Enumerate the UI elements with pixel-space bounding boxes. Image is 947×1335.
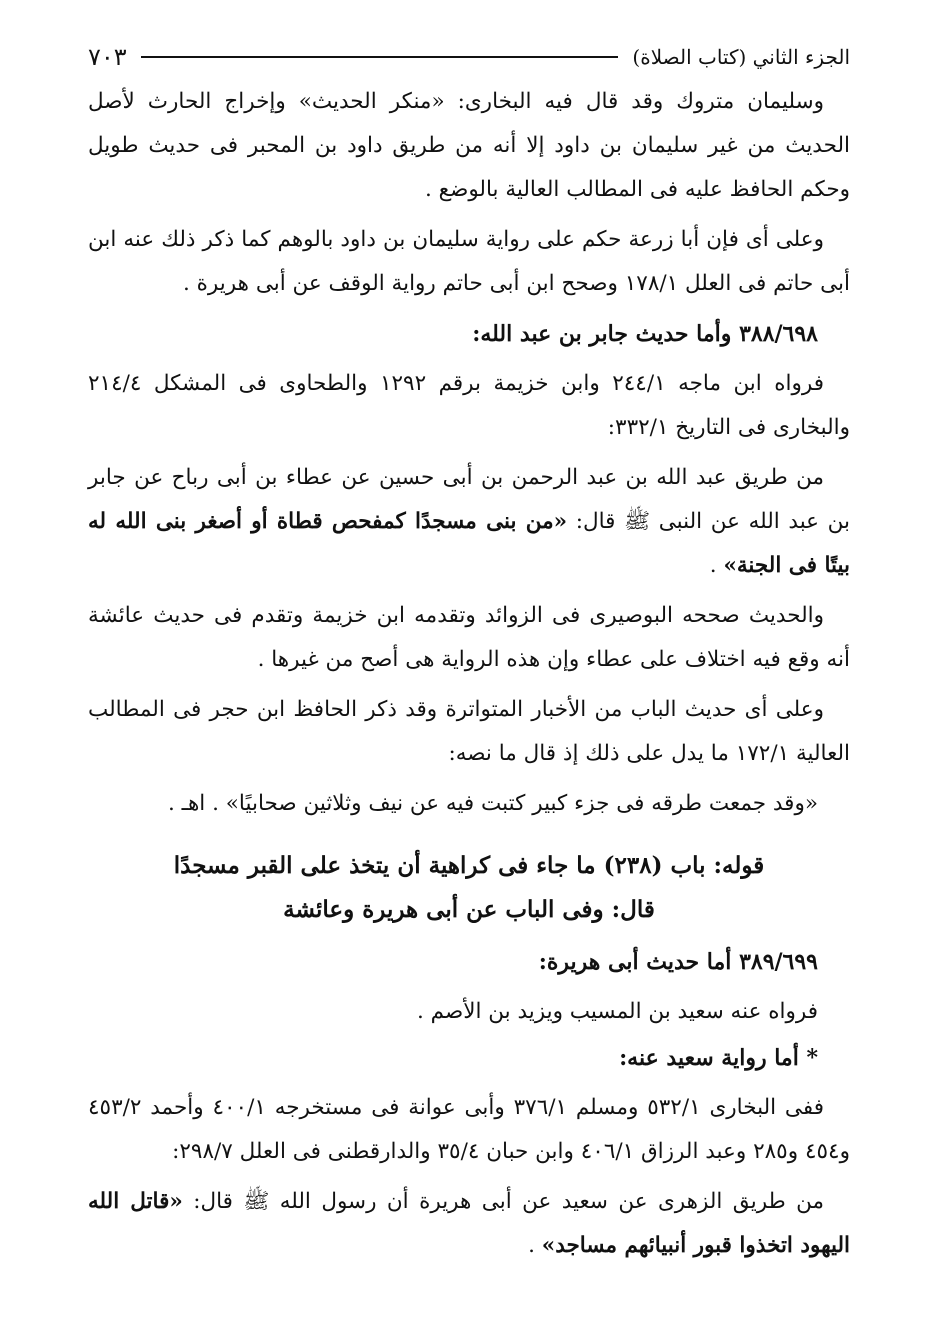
chapter-subtitle: قال: وفى الباب عن أبى هريرة وعائشة bbox=[283, 896, 655, 923]
paragraph-6-text: وعلى أى حديث الباب من الأخبار المتواترة وقد ذكر الحافظ ابن حجر فى المطالب العالية ١٧٢/١ ما يدل على ذلك إذ قال ما نصه: bbox=[88, 697, 850, 766]
paragraph-3 bbox=[88, 362, 850, 450]
paragraph-9-text: من طريق الزهرى عن سعيد عن أبى هريرة أن رسول الله ﷺ قال: bbox=[182, 1189, 824, 1214]
page-number: ٧٠٣ bbox=[88, 43, 127, 71]
paragraph-9 bbox=[88, 1180, 850, 1268]
paragraph-5-text: والحديث صححه البوصيرى فى الزوائد وتقدمه ابن خزيمة وتقدم فى حديث عائشة أنه وقع فيه اختلاف على عطاء وإن هذه الرواية هى أصح من غيرها . bbox=[88, 603, 850, 672]
paragraph-9-end: . bbox=[528, 1233, 542, 1258]
paragraph-4-end: . bbox=[709, 553, 724, 578]
paragraph-3-text: فرواه ابن ماجه ٢٤٤/١ وابن خزيمة برقم ١٢٩٢ والطحاوى فى المشكل ٢١٤/٤ والبخارى فى التاريخ ٣٣٢/١: bbox=[88, 371, 850, 440]
paragraph-1-text: وسليمان متروك وقد قال فيه البخارى: «منكر الحديث» وإخراج الحارث لأصل الحديث من غير سليمان بن داود إلا أنه من طريق داود بن المحبر فى حديث طويل وحكم الحافظ عليه فى المطالب العالية بالوضع . bbox=[88, 89, 850, 202]
paragraph-6 bbox=[88, 688, 850, 776]
hadith-heading-699: ٣٨٩/٦٩٩ أما حديث أبى هريرة: bbox=[538, 949, 818, 975]
quotation: «وقد جمعت طرقه فى جزء كبير كتبت فيه عن نيف وثلاثين صحابيًا» . اهـ . bbox=[167, 791, 818, 816]
paragraph-7: فرواه عنه سعيد بن المسيب ويزيد بن الأصم . bbox=[416, 999, 818, 1024]
paragraph-8-text: ففى البخارى ٥٣٢/١ ومسلم ٣٧٦/١ وأبى عوانة فى مستخرجه ٤٠٠/١ وأحمد ٤٥٣/٢ و٤٥٤ و٢٨٥ وعبد الرزاق ٤٠٦/١ وابن حبان ٣٥/٤ والدارقطنى فى العلل ٢٩٨/٧: bbox=[88, 1095, 850, 1164]
header-rule bbox=[141, 56, 619, 58]
book-page bbox=[88, 36, 850, 1274]
hadith-heading-698: ٣٨٨/٦٩٨ وأما حديث جابر بن عبد الله: bbox=[472, 321, 818, 347]
hadith-text-masjid: «من بنى مسجدًا كمفحص قطاة أو أصغر بنى الله له بيتًا فى الجنة» bbox=[88, 509, 850, 578]
subheading-said: * أما رواية سعيد عنه: bbox=[619, 1045, 818, 1071]
hadith-text-yahud: «قاتل الله اليهود اتخذوا قبور أنبيائهم مساجد» bbox=[88, 1189, 850, 1258]
running-header bbox=[88, 36, 850, 78]
paragraph-4-text: من طريق عبد الله بن عبد الرحمن بن أبى حسين عن عطاء بن أبى رباح عن جابر بن عبد الله عن النبى ﷺ قال: bbox=[88, 465, 851, 534]
chapter-title: قوله: باب (٢٣٨) ما جاء فى كراهية أن يتخذ على القبر مسجدًا bbox=[173, 852, 765, 879]
paragraph-5 bbox=[88, 594, 850, 682]
paragraph-4 bbox=[88, 456, 850, 588]
paragraph-2 bbox=[88, 218, 850, 306]
running-title: الجزء الثاني (كتاب الصلاة) bbox=[632, 45, 850, 69]
paragraph-8 bbox=[88, 1086, 850, 1174]
paragraph-1 bbox=[88, 80, 850, 212]
paragraph-2-text: وعلى أى فإن أبا زرعة حكم على رواية سليمان بن داود بالوهم كما ذكر ذلك عنه ابن أبى حاتم فى العلل ١٧٨/١ وصحح ابن أبى حاتم رواية الوقف عن أبى هريرة . bbox=[88, 227, 850, 296]
